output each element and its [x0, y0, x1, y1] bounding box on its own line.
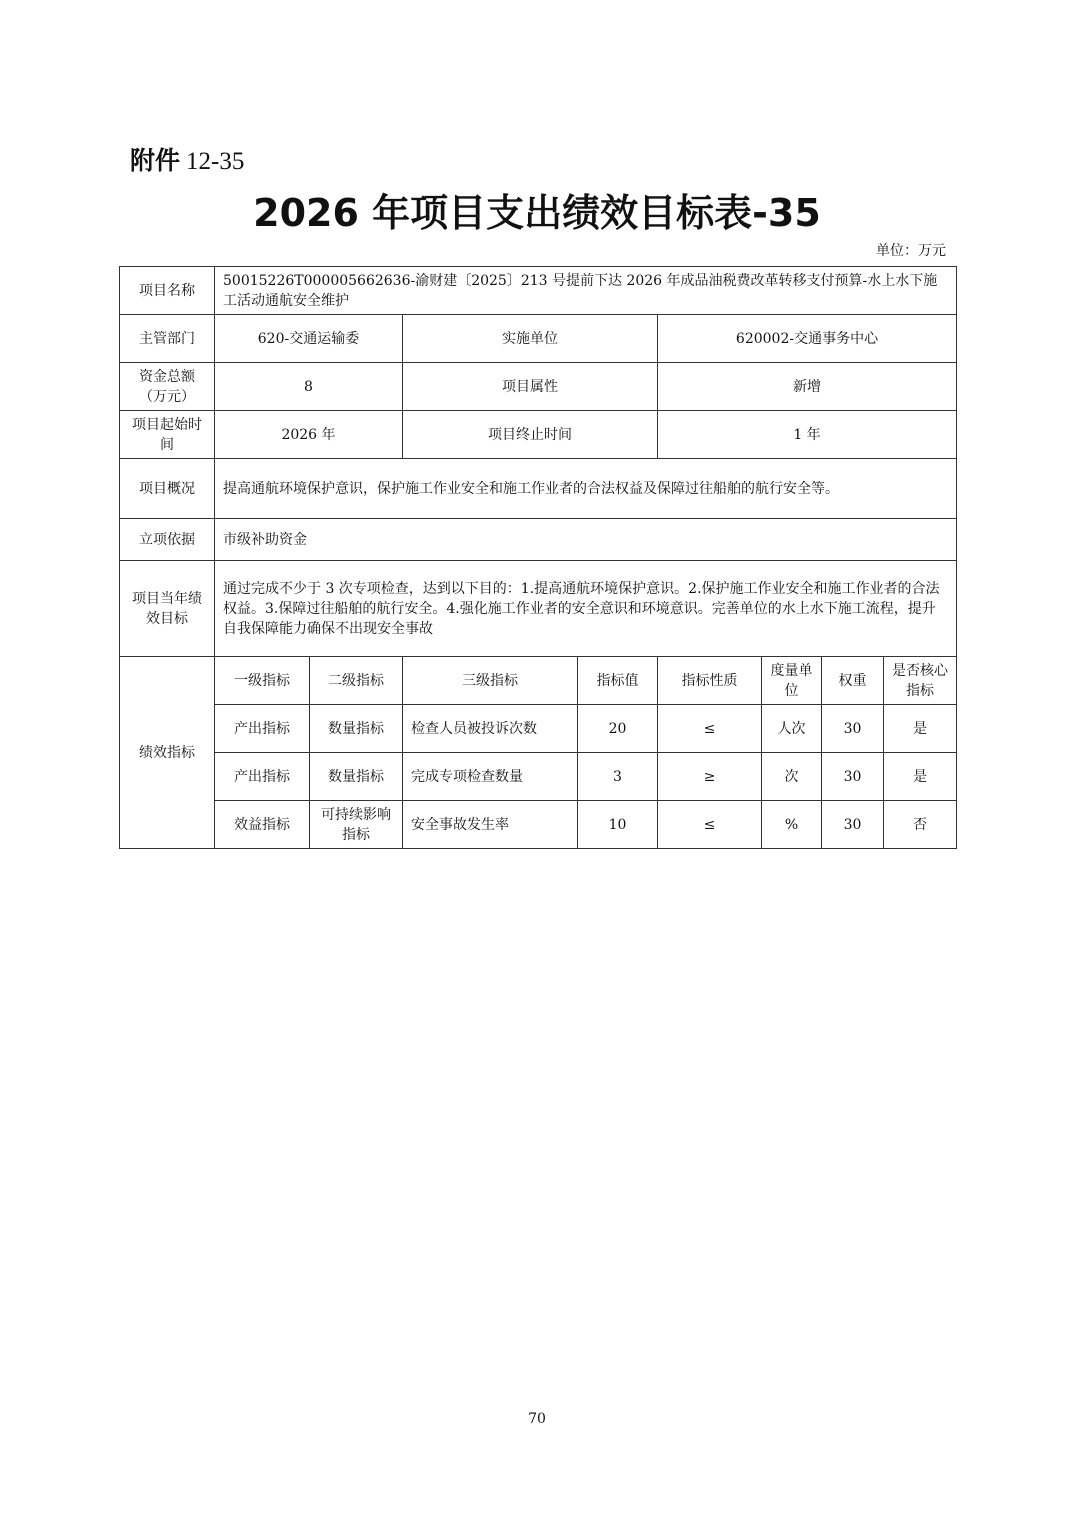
dept-value: 620-交通运输委 [215, 315, 403, 363]
core-cell: 是 [884, 753, 957, 801]
attachment-heading [130, 143, 244, 180]
unit-cell: % [762, 801, 822, 849]
level3-cell: 安全事故发生率 [403, 801, 578, 849]
unit-cell: 次 [762, 753, 822, 801]
unit-note: 单位：万元 [876, 243, 946, 259]
project-name-label: 项目名称 [120, 267, 215, 315]
weight-cell: 30 [822, 801, 884, 849]
level2-cell: 数量指标 [310, 705, 403, 753]
dept-label: 主管部门 [120, 315, 215, 363]
attr-label: 项目属性 [403, 363, 658, 411]
value-cell: 3 [578, 753, 658, 801]
end-value: 1 年 [658, 411, 957, 459]
core-cell: 否 [884, 801, 957, 849]
page-number: 70 [528, 1411, 546, 1427]
level1-cell: 效益指标 [215, 801, 310, 849]
weight-cell: 30 [822, 753, 884, 801]
fund-value: 8 [215, 363, 403, 411]
level3-cell: 完成专项检查数量 [403, 753, 578, 801]
header-nature: 指标性质 [658, 657, 762, 705]
row-overview [120, 459, 957, 519]
table-row [120, 753, 957, 801]
basis-label: 立项依据 [120, 519, 215, 561]
row-project-name [120, 267, 957, 315]
level1-cell: 产出指标 [215, 753, 310, 801]
overview-value: 提高通航环境保护意识，保护施工作业安全和施工作业者的合法权益及保障过往船舶的航行安全等。 [215, 459, 957, 519]
table-row [120, 801, 957, 849]
attr-value: 新增 [658, 363, 957, 411]
row-basis [120, 519, 957, 561]
end-label: 项目终止时间 [403, 411, 658, 459]
value-cell: 20 [578, 705, 658, 753]
project-name-value: 50015226T000005662636-渝财建〔2025〕213 号提前下达 2026 年成品油税费改革转移支付预算-水上水下施工活动通航安全维护 [215, 267, 957, 315]
header-unit: 度量单位 [762, 657, 822, 705]
header-level2: 二级指标 [310, 657, 403, 705]
level2-cell: 数量指标 [310, 753, 403, 801]
nature-cell: ≥ [658, 753, 762, 801]
row-fund [120, 363, 957, 411]
header-level1: 一级指标 [215, 657, 310, 705]
level2-cell: 可持续影响指标 [310, 801, 403, 849]
table-row [120, 705, 957, 753]
row-department [120, 315, 957, 363]
header-value: 指标值 [578, 657, 658, 705]
overview-label: 项目概况 [120, 459, 215, 519]
core-cell: 是 [884, 705, 957, 753]
impl-unit-label: 实施单位 [403, 315, 658, 363]
start-label: 项目起始时间 [120, 411, 215, 459]
impl-unit-value: 620002-交通事务中心 [658, 315, 957, 363]
value-cell: 10 [578, 801, 658, 849]
page-title: 2026 年项目支出绩效目标表-35 [253, 191, 821, 235]
start-value: 2026 年 [215, 411, 403, 459]
header-weight: 权重 [822, 657, 884, 705]
indicators-label: 绩效指标 [120, 657, 215, 849]
unit-cell: 人次 [762, 705, 822, 753]
weight-cell: 30 [822, 705, 884, 753]
attachment-label: 附件 [130, 146, 181, 175]
row-goal [120, 561, 957, 657]
nature-cell: ≤ [658, 801, 762, 849]
goal-label: 项目当年绩效目标 [120, 561, 215, 657]
level1-cell: 产出指标 [215, 705, 310, 753]
performance-target-table [119, 266, 957, 849]
fund-label: 资金总额（万元） [120, 363, 215, 411]
basis-value: 市级补助资金 [215, 519, 957, 561]
row-time [120, 411, 957, 459]
header-core: 是否核心指标 [884, 657, 957, 705]
nature-cell: ≤ [658, 705, 762, 753]
attachment-number: 12-35 [186, 148, 245, 175]
header-level3: 三级指标 [403, 657, 578, 705]
level3-cell: 检查人员被投诉次数 [403, 705, 578, 753]
goal-value: 通过完成不少于 3 次专项检查，达到以下目的：1.提高通航环境保护意识。2.保护施工作业安全和施工作业者的合法权益。3.保障过往船舶的航行安全。4.强化施工作业者的安全意识和环境意识。完善单位的水上水下施工流程，提升自我保障能力确保不出现安全事故 [215, 561, 957, 657]
indicator-header-row [120, 657, 957, 705]
